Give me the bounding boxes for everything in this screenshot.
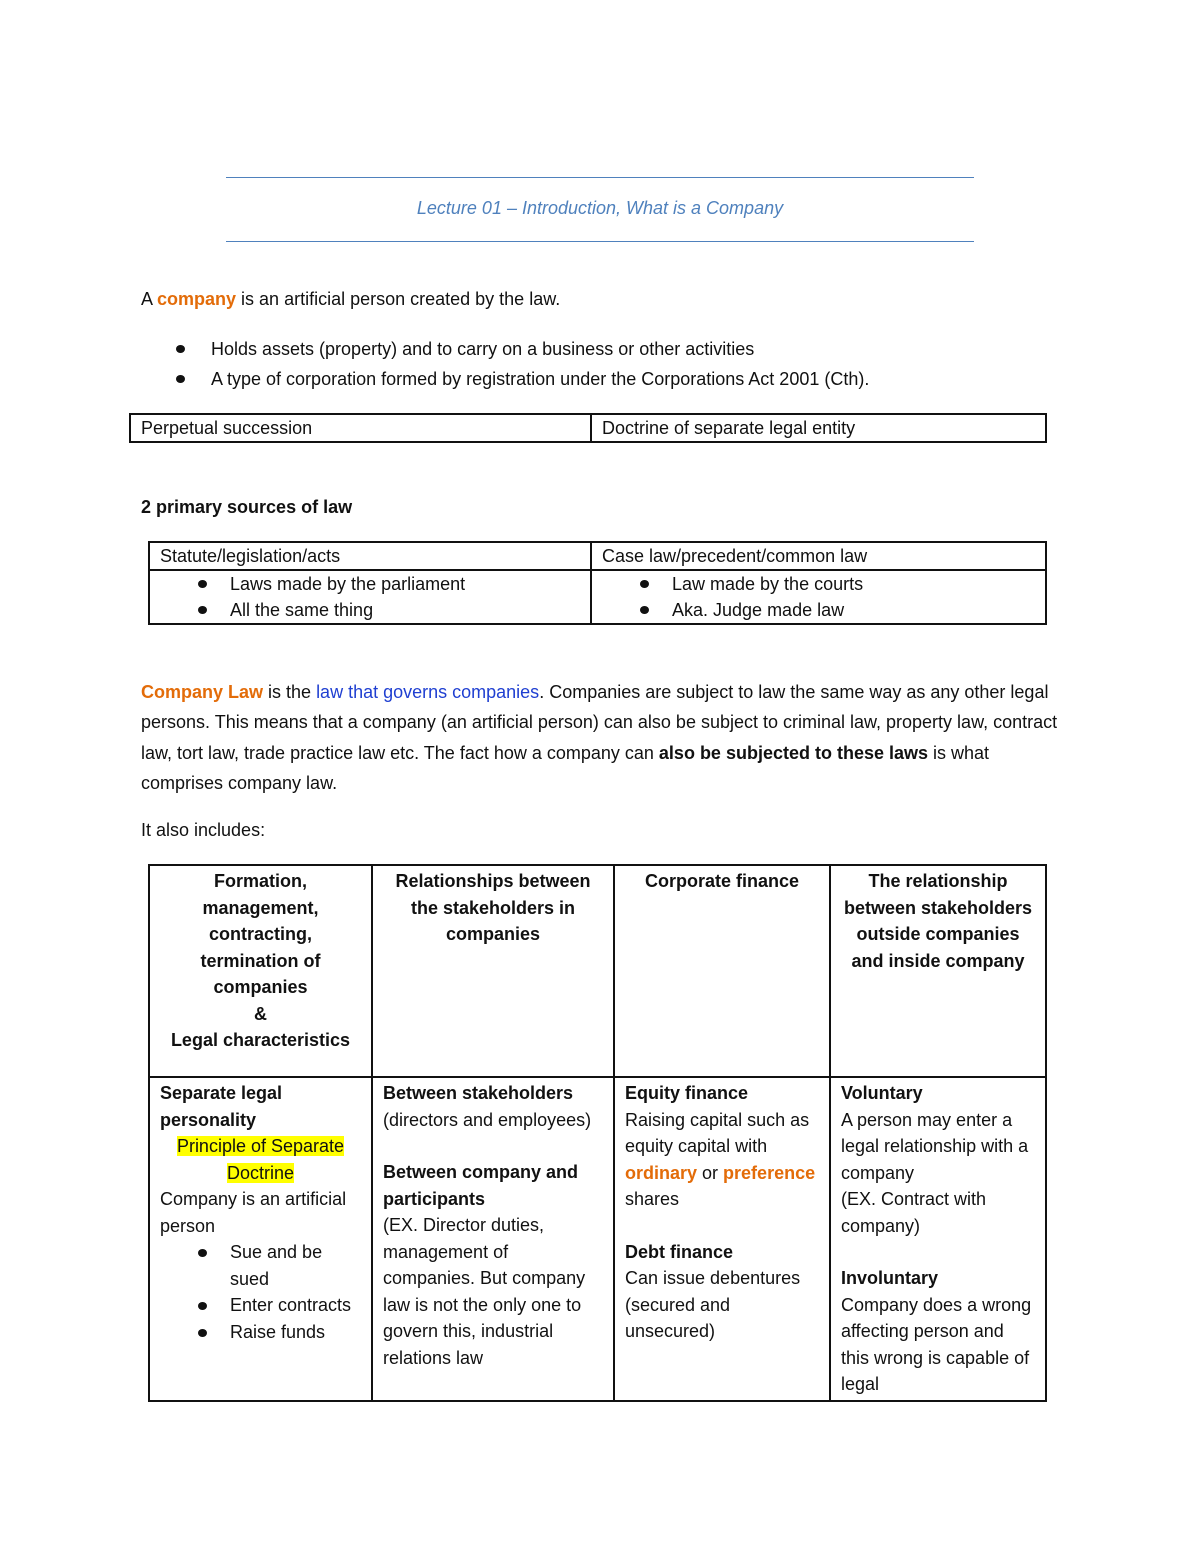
involuntary-heading: Involuntary (841, 1268, 939, 1288)
statute-header: Statute/legislation/acts (149, 542, 591, 570)
company-law-bold: also be subjected to these laws (658, 742, 929, 763)
ordinary-term: ordinary (625, 1162, 698, 1183)
intro-pre: A (141, 289, 158, 309)
sources-table (148, 541, 1047, 625)
company-law-is-the: is the (263, 682, 317, 702)
header-outside-inside: The relationship between stakeholders outside companies and inside company (830, 865, 1046, 1077)
company-powers-list (160, 1239, 361, 1345)
table-row (149, 570, 1046, 624)
separate-personality-heading: Separate legal personality (160, 1083, 283, 1130)
debt-finance-heading: Debt finance (625, 1241, 734, 1262)
table-row (149, 542, 1046, 570)
statute-items (149, 570, 591, 624)
preference-term: preference (723, 1162, 816, 1183)
header-formation (149, 865, 372, 1077)
company-law-text: . Companies are subject to law the same way as any other legal persons. This means that a company (an artificial person) can also be subject to criminal law, property law, contract law, tort law, trade practice law etc. The fact how a company can (141, 682, 1058, 763)
highlighted-principle: Principle of Separate Doctrine (176, 1136, 345, 1183)
intro-paragraph (141, 288, 560, 310)
cell-corporate-finance (614, 1077, 830, 1401)
case-law-list (602, 571, 1035, 623)
company-law-text-end: is what comprises company law. (141, 742, 990, 793)
feature-separate-legal-entity: Doctrine of separate legal entity (591, 414, 1046, 442)
header-relationships: Relationships between the stakeholders in companies (372, 865, 614, 1077)
between-company-participants-text: (EX. Director duties, management of companies. But company law is not the only one to govern this, industrial relations law (383, 1215, 586, 1368)
company-term: company (157, 289, 237, 309)
includes-table (148, 864, 1047, 1402)
cell-stakeholder-relationships (372, 1077, 614, 1401)
features-table (129, 413, 1047, 443)
header-formation-text: Formation, management, contracting, termination of companies (200, 871, 321, 997)
between-company-participants-heading: Between company and participants (383, 1162, 579, 1209)
statute-list (160, 571, 580, 623)
between-stakeholders-text: (directors and employees) (383, 1109, 592, 1130)
equity-text-c: shares (625, 1189, 680, 1209)
voluntary-text: A person may enter a legal relationship with a company (841, 1109, 1029, 1183)
equity-finance-heading: Equity finance (625, 1083, 749, 1103)
case-law-items (591, 570, 1046, 624)
header-legal-characteristics: Legal characteristics (170, 1030, 351, 1050)
voluntary-example: (EX. Contract with company) (841, 1189, 987, 1236)
feature-perpetual-succession: Perpetual succession (130, 414, 591, 442)
artificial-person-text: Company is an artificial person (160, 1189, 347, 1236)
page-title: Lecture 01 – Introduction, What is a Company (416, 198, 784, 218)
title-top-rule (226, 177, 974, 178)
includes-label: It also includes: (141, 820, 266, 840)
between-stakeholders-heading: Between stakeholders (383, 1083, 574, 1103)
list-item: Aka. Judge made law (602, 597, 1035, 623)
cell-separate-legal-personality (149, 1077, 372, 1401)
company-law-paragraph (141, 677, 1061, 798)
equity-finance-text (625, 1107, 819, 1213)
list-item: Enter contracts (160, 1292, 361, 1319)
intro-bullet-list (170, 338, 869, 398)
list-item: All the same thing (160, 597, 580, 623)
header-ampersand: & (254, 1003, 267, 1024)
list-item: Holds assets (property) and to carry on a business or other activities (170, 338, 869, 368)
equity-text-a: Raising capital such as equity capital with (625, 1109, 810, 1156)
list-item: Law made by the courts (602, 571, 1035, 597)
table-row (130, 414, 1046, 442)
list-item: Sue and be sued (160, 1239, 361, 1292)
involuntary-text: Company does a wrong affecting person and this wrong is capable of legal (841, 1294, 1032, 1394)
list-item: A type of corporation formed by registration under the Corporations Act 2001 (Cth). (170, 368, 869, 398)
list-item: Raise funds (160, 1319, 361, 1346)
equity-text-b: or (697, 1162, 724, 1183)
list-item: Laws made by the parliament (160, 571, 580, 597)
debt-finance-text: Can issue debentures (secured and unsecured) (625, 1268, 801, 1341)
title-bottom-rule (226, 241, 974, 242)
header-corporate-finance: Corporate finance (614, 865, 830, 1077)
sources-heading: 2 primary sources of law (141, 497, 353, 517)
table-row (149, 865, 1046, 1077)
table-row (149, 1077, 1046, 1401)
intro-post: is an artificial person created by the law. (236, 289, 561, 309)
case-law-header: Case law/precedent/common law (591, 542, 1046, 570)
voluntary-heading: Voluntary (841, 1083, 923, 1103)
company-law-definition: law that governs companies (316, 682, 540, 702)
company-law-term: Company Law (141, 682, 264, 702)
cell-voluntary-involuntary (830, 1077, 1046, 1401)
